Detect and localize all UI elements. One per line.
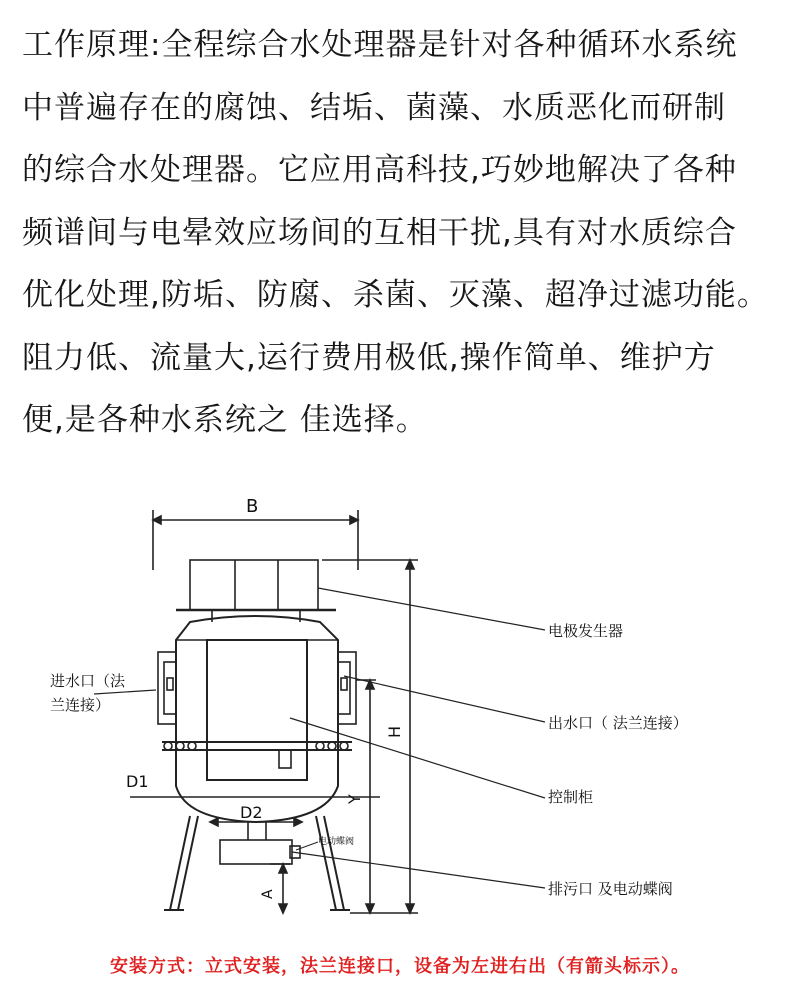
inlet-flange xyxy=(158,652,176,724)
description-line: 阻力低、流量大,运行费用极低,操作简单、维护方 xyxy=(22,339,716,376)
dim-d2-label: D2 xyxy=(240,803,263,822)
dim-h-label: H xyxy=(385,725,404,738)
butterfly-valve-small-label: 电动蝶阀 xyxy=(318,837,355,847)
description-paragraph xyxy=(22,14,782,452)
description-line: 中普遍存在的腐蚀、结垢、菌藻、水质恶化而研制 xyxy=(22,89,726,126)
drain-label: 排污口 及电动蝶阀 xyxy=(548,880,673,898)
dim-d1-label: D1 xyxy=(126,772,149,791)
inlet-label-line1: 进水口（法 xyxy=(50,672,126,690)
outlet-label: 出水口（ 法兰连接） xyxy=(548,714,688,732)
control-cabinet xyxy=(207,640,307,780)
description-line: 便,是各种水系统之 佳选择。 xyxy=(22,402,428,438)
installation-note: 安装方式：立式安装，法兰连接口，设备为左进右出（有箭头标示）。 xyxy=(110,956,690,977)
description-line: 频谱间与电晕效应场间的互相干扰,具有对水质综合 xyxy=(22,214,737,251)
drain-valve xyxy=(220,822,300,864)
description-line: 工作原理:全程综合水处理器是针对各种循环水系统 xyxy=(22,27,738,63)
electrode-generator-label: 电极发生器 xyxy=(548,622,624,640)
description-line: 的综合水处理器。它应用高科技,巧妙地解决了各种 xyxy=(22,152,737,188)
dim-y-label: Y xyxy=(345,794,364,804)
dim-b-label: B xyxy=(246,496,259,517)
description-line: 优化处理,防垢、防腐、杀菌、灭藻、超净过滤功能。 xyxy=(22,277,769,313)
control-cabinet-label: 控制柜 xyxy=(548,788,594,806)
inlet-label-line2: 兰连接） xyxy=(50,696,111,714)
equipment-diagram xyxy=(0,480,800,950)
dim-a-label: A xyxy=(260,889,276,899)
electrode-generator xyxy=(190,560,318,610)
outlet-flange xyxy=(338,652,356,724)
